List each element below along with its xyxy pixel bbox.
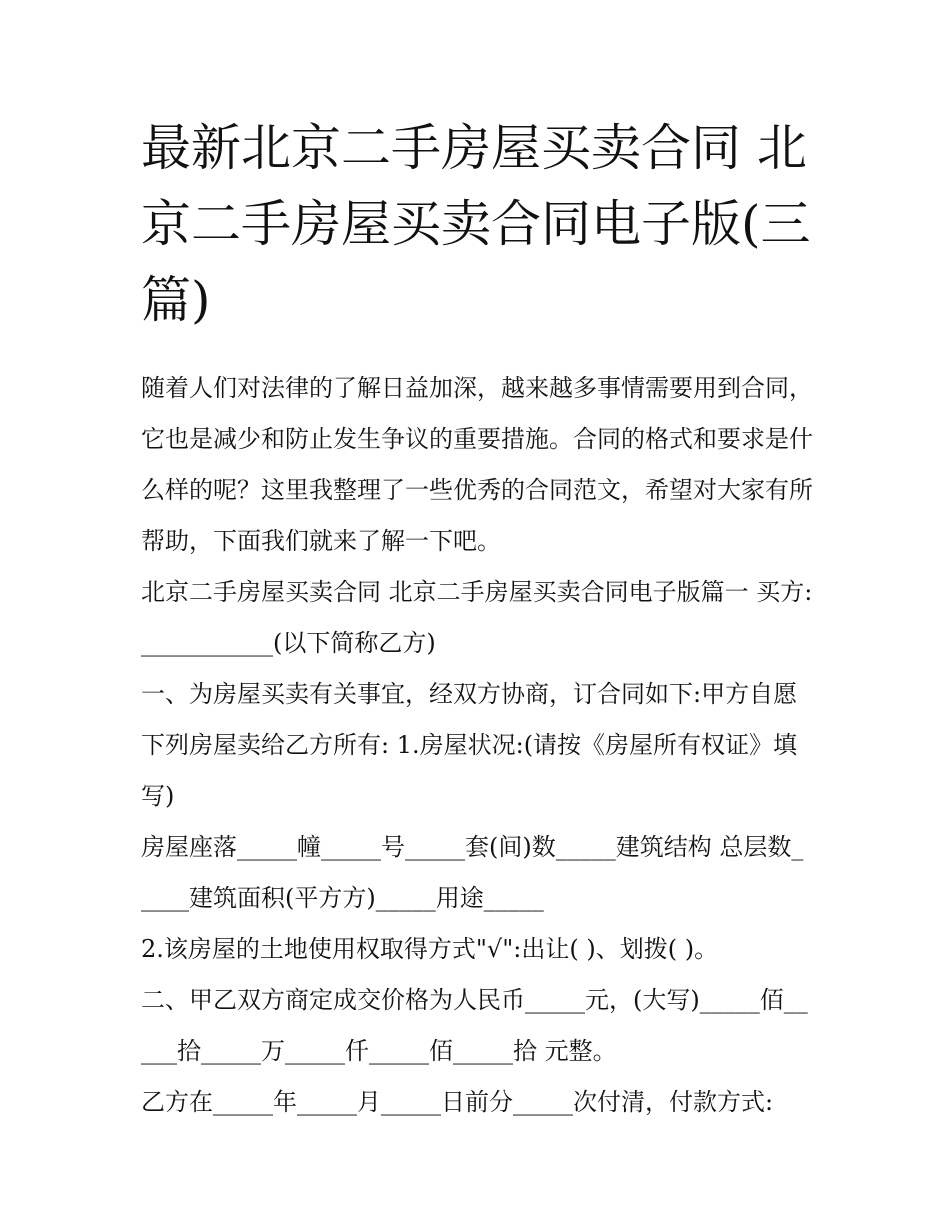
document-body bbox=[141, 110, 813, 1128]
payment-paragraph: 乙方在_____年_____月_____日前分_____次付清，付款方式: bbox=[141, 1088, 774, 1116]
intro-paragraph: 随着人们对法律的了解日益加深，越来越多事情需要用到合同，它也是减少和防止发生争议的重要措施。合同的格式和要求是什么样的呢？这里我整理了一些优秀的合同范文，希望对大家有所帮助，下面我们就来了解一下吧。 bbox=[141, 374, 813, 555]
property-details-paragraph: 房屋座落_____幢_____号_____套(间)数_____建筑结构 总层数_____建筑面积(平方方)_____用途_____ bbox=[141, 833, 804, 912]
buyer-paragraph: 北京二手房屋买卖合同 北京二手房屋买卖合同电子版篇一 买方:___________(以下简称乙方) bbox=[141, 578, 813, 657]
clause-two-paragraph: 二、甲乙双方商定成交价格为人民币_____元，(大写)_____佰_____拾_____万_____仟_____佰_____拾 元整。 bbox=[141, 986, 808, 1065]
clause-one-paragraph: 一、为房屋买卖有关事宜，经双方协商，订合同如下:甲方自愿下列房屋卖给乙方所有: 1.房屋状况:(请按《房屋所有权证》填写) bbox=[141, 680, 798, 810]
land-use-paragraph: 2.该房屋的土地使用权取得方式"√":出让( )、划拨( )。 bbox=[141, 935, 719, 963]
document-title: 最新北京二手房屋买卖合同 北京二手房屋买卖合同电子版(三篇) bbox=[141, 119, 811, 329]
